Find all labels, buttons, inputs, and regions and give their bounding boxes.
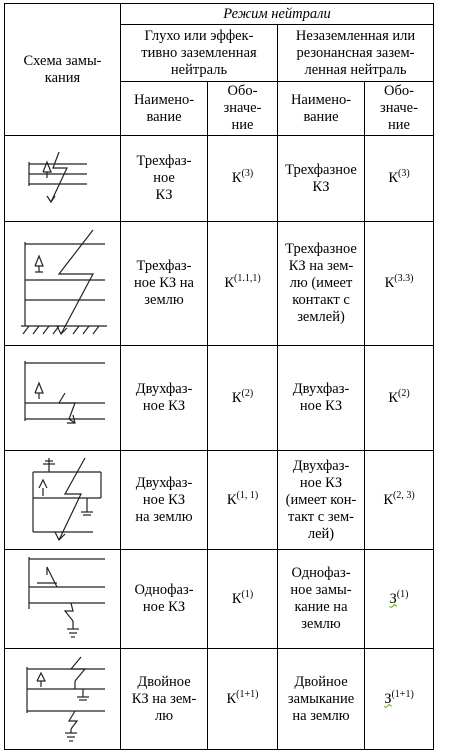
fault-symbol: $К^{(3)}$ [365,136,434,222]
neutral-mode-header: Режим нейтрали [121,4,434,25]
table-row [5,136,434,222]
scheme-header: Схема замы- кания [5,4,121,136]
fault-symbol: $З^{(1+1)}$ [365,649,434,750]
name-header: Наимено- вание [278,82,365,136]
fault-name: Двухфаз- ное КЗ [135,381,193,414]
table-row [5,346,434,451]
single-phase-short-icon [5,550,121,649]
fault-symbol: К$^{(1, 1)}$ [208,451,278,550]
fault-name: Однофаз- ное КЗ [134,582,194,615]
two-phase-short-icon [5,346,121,451]
fault-name: Двойное КЗ на зем- лю [131,673,197,724]
fault-name: Двойное замыкание на землю [287,673,355,724]
group-header-grounded: Глухо или эффек- тивно заземленная нейтраль [121,25,278,82]
three-phase-ground-short-icon [5,222,121,346]
group-header-ungrounded: Незаземленная или резонансная зазем- ленная нейтраль [278,25,434,82]
fault-symbol: $З^{(1)}$ [365,550,434,649]
name-header: Наимено- вание [121,82,208,136]
fault-symbol: $К^{(1.1,1)}$ [208,222,278,346]
two-phase-ground-short-icon [5,451,121,550]
fault-symbol: $К^{(1+1)}$ [208,649,278,750]
fault-name: Трехфаз- ное КЗ [136,153,192,203]
fault-symbol: $К^{(2)}$ [365,346,434,451]
table-row [5,222,434,346]
fault-symbol: $К^{(3.3)}$ [365,222,434,346]
fault-name: Двухфаз- ное КЗ на землю [135,474,193,525]
fault-name: Трехфаз- ное КЗ на землю [133,258,194,308]
symbol-header: Обо- значе- ние [365,82,434,136]
three-phase-short-icon [5,136,121,222]
fault-symbol: $К^{(2)}$ [208,346,278,451]
fault-name: Двухфаз- ное КЗ (имеет кон- такт с зем- лей) [285,457,357,542]
fault-symbol: К$^{(2, 3)}$ [365,451,434,550]
fault-types-table [4,3,434,750]
fault-symbol: $К^{(3)}$ [208,136,278,222]
fault-name: Трехфазное КЗ на зем- лю (имеет контакт с землей) [285,241,357,325]
fault-name: Двухфаз- ное КЗ [292,381,350,414]
double-ground-short-icon [5,649,121,750]
fault-name: Однофаз- ное замы- кание на землю [290,565,352,632]
table-row [5,451,434,550]
table-row [5,550,434,649]
symbol-header: Обо- значе- ние [208,82,278,136]
fault-name: Трехфазное КЗ [285,161,357,195]
fault-symbol: $К^{(1)}$ [208,550,278,649]
table-row [5,649,434,750]
